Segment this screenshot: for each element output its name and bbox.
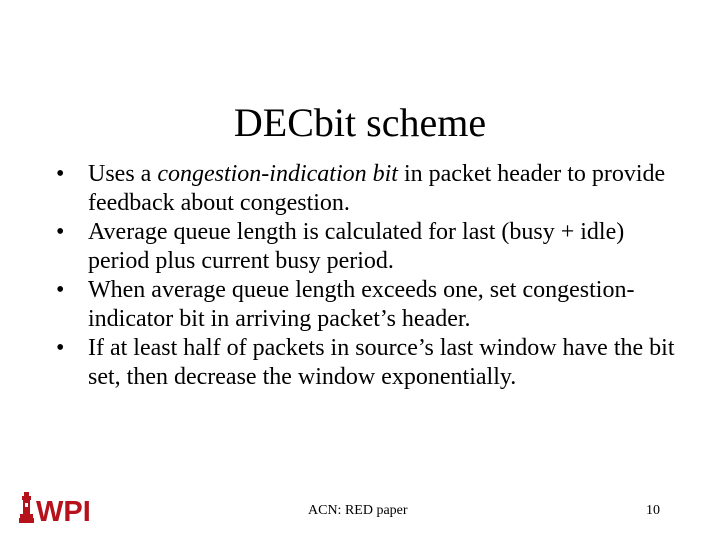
bullet-dot: • [56,161,65,187]
footer-course-prefix: ACN: [308,503,345,518]
bullet-dot: • [56,335,65,361]
bullet-list [52,160,682,392]
bullet-text-emphasis: congestion-indication bit [157,161,398,187]
bullet-item [52,276,682,334]
footer-course-label [308,503,408,519]
bullet-item [52,218,682,276]
bullet-text: When average queue length exceeds one, set congestion-indicator bit in arriving packet’s header. [88,277,635,332]
bullet-dot: • [56,219,65,245]
bullet-dot: • [56,277,65,303]
wpi-logo-text: WPI [36,496,91,526]
bullet-text: in packet header to provide feedback about congestion. [88,161,666,216]
bullet-text: If at least half of packets in source’s last window have the bit set, then decrease the window exponentially. [88,335,675,390]
footer-course-topic: RED paper [344,503,408,518]
slide-title: DECbit scheme [233,99,487,145]
bullet-text: Average queue length is calculated for last (busy + idle) period plus current busy period. [88,219,625,274]
bullet-item [52,160,682,218]
bullet-item [52,334,682,392]
bullet-text: Uses a [88,161,158,187]
page-number: 10 [646,503,660,518]
wpi-tower-icon [19,492,34,523]
wpi-logo [18,488,102,526]
